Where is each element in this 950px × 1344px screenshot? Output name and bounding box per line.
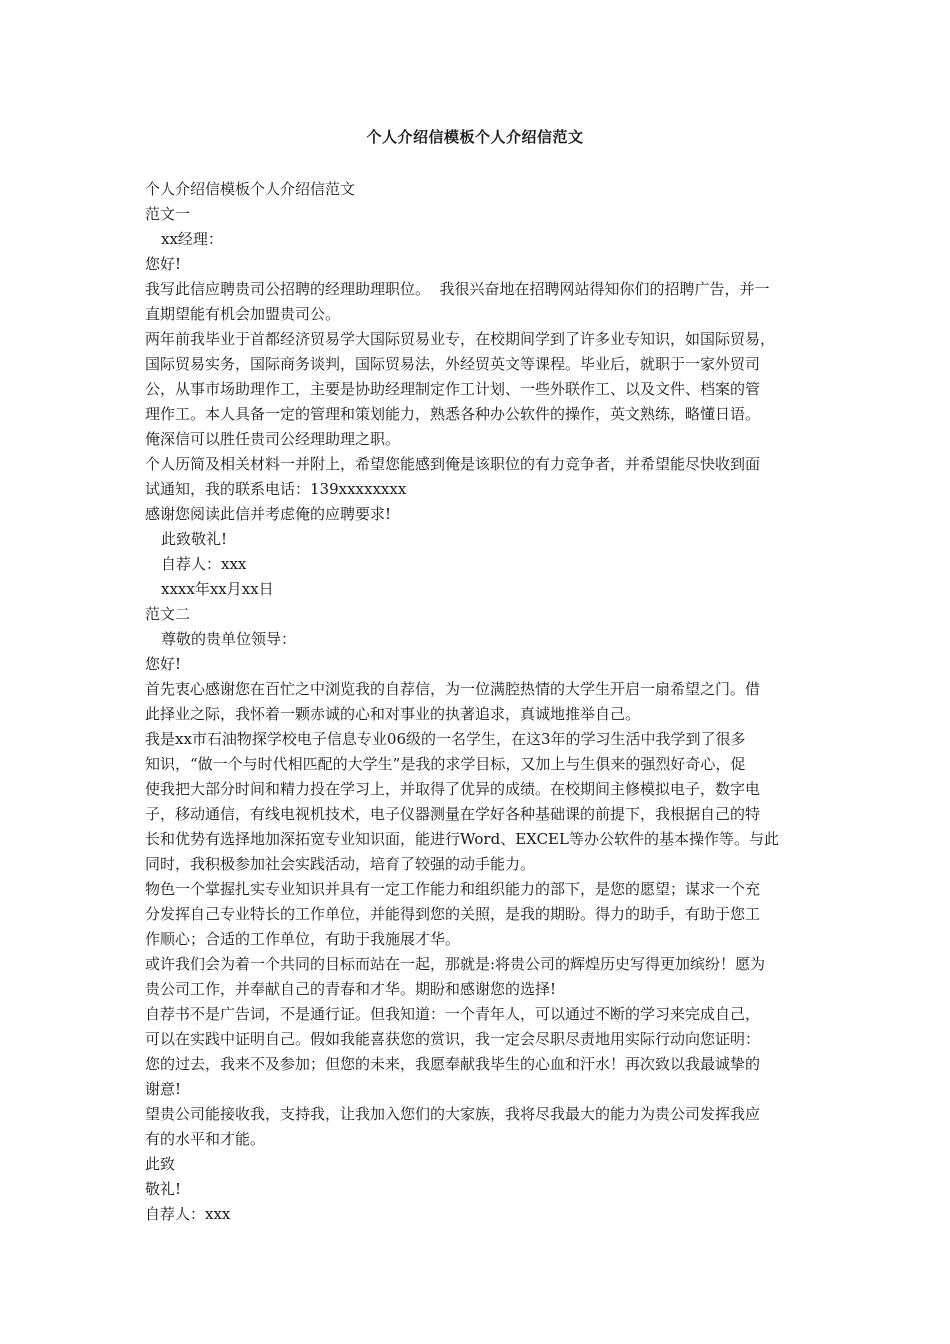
paragraph-line: 两年前我毕业于首都经济贸易学大国际贸易业专，在校期间学到了许多业专知识，如国际贸易， — [145, 330, 776, 348]
closing: 此致 — [145, 1155, 176, 1173]
paragraph-line: 同时，我积极参加社会实践活动，培育了较强的动手能力。 — [145, 855, 536, 873]
document-title: 个人介绍信模板个人介绍信范文 — [366, 128, 584, 146]
paragraph-line: 有的水平和才能。 — [145, 1130, 266, 1148]
paragraph-line: 个人历简及相关材料一并附上，希望您能感到俺是该职位的有力竞争者，并希望能尽快收到面 — [145, 455, 761, 473]
signature: 自荐人：xxx — [145, 1205, 231, 1223]
paragraph-line: 或许我们会为着一个共同的目标而站在一起，那就是:将贵公司的辉煌历史写得更加缤纷！愿为 — [145, 955, 766, 973]
paragraph-line: 我是xx市石油物探学校电子信息专业06级的一名学生，在这3年的学习生活中我学到了很多 — [145, 730, 746, 748]
document-body — [145, 177, 810, 1227]
paragraph-line: 俺深信可以胜任贵司公经理助理之职。 — [145, 430, 401, 448]
section-heading-sample-2: 范文二 — [145, 605, 191, 623]
paragraph-line: 我写此信应聘贵司公招聘的经理助理职位。 我很兴奋地在招聘网站得知你们的招聘广告，并一 — [145, 280, 770, 298]
paragraph-line: 国际贸易实务，国际商务谈判，国际贸易法，外经贸英文等课程。毕业后，就职于一家外贸司 — [145, 355, 761, 373]
greeting: 您好! — [145, 655, 182, 673]
salutation: xx经理： — [161, 230, 223, 248]
paragraph-line: 子，移动通信，有线电视机技术，电子仪器测量在学好各种基础课的前提下，我根据自己的特 — [145, 805, 761, 823]
salutation: 尊敬的贵单位领导： — [161, 630, 297, 648]
paragraph-line: 分发挥自己专业特长的工作单位，并能得到您的关照，是我的期盼。得力的助手，有助于您工 — [145, 905, 761, 923]
paragraph-line: 公，从事市场助理作工，主要是协助经理制定作工计划、一些外联作工、以及文件、档案的管 — [145, 380, 761, 398]
paragraph-line: 首先衷心感谢您在百忙之中浏览我的自荐信，为一位满腔热情的大学生开启一扇希望之门。借 — [145, 680, 761, 698]
paragraph-line: 知识，“做一个与时代相匹配的大学生”是我的求学目标，又加上与生俱来的强烈好奇心，促 — [145, 755, 746, 773]
section-heading-sample-1: 范文一 — [145, 205, 191, 223]
date: xxxx年xx月xx日 — [161, 580, 274, 598]
paragraph-line: 试通知，我的联系电话：139xxxxxxxx — [145, 480, 407, 498]
paragraph-line: 物色一个掌握扎实专业知识并具有一定工作能力和组织能力的部下，是您的愿望；谋求一个充 — [145, 880, 761, 898]
closing: 敬礼! — [145, 1180, 182, 1198]
paragraph-line: 自荐书不是广告词，不是通行证。但我知道：一个青年人，可以通过不断的学习来完成自己， — [145, 1005, 761, 1023]
paragraph-line: 望贵公司能接收我，支持我，让我加入您们的大家族，我将尽我最大的能力为贵公司发挥我应 — [145, 1105, 761, 1123]
paragraph-line: 感谢您阅读此信并考虑俺的应聘要求! — [145, 505, 392, 523]
paragraph-line: 使我把大部分时间和精力投在学习上，并取得了优异的成绩。在校期间主修模拟电子，数字电 — [145, 780, 761, 798]
greeting: 您好! — [145, 255, 182, 273]
paragraph-line: 贵公司工作，并奉献自己的青春和才华。期盼和感谢您的选择! — [145, 980, 557, 998]
paragraph-line: 可以在实践中证明自己。假如我能喜获您的赏识，我一定会尽职尽责地用实际行动向您证明： — [145, 1030, 761, 1048]
paragraph-line: 谢意! — [145, 1080, 182, 1098]
paragraph-line: 理作工。本人具备一定的管理和策划能力，熟悉各种办公软件的操作，英文熟练，略懂日语。 — [145, 405, 761, 423]
signature: 自荐人：xxx — [161, 555, 247, 573]
closing: 此致敬礼! — [161, 530, 228, 548]
paragraph-line: 您的过去，我来不及参加；但您的未来，我愿奉献我毕生的心血和汗水！再次致以我最诚挚的 — [145, 1055, 761, 1073]
paragraph-line: 长和优势有选择地加深拓宽专业知识面，能进行Word、EXCEL等办公软件的基本操作等。与此 — [145, 830, 779, 848]
paragraph-line: 作顺心；合适的工作单位，有助于我施展才华。 — [145, 930, 461, 948]
paragraph-line: 直期望能有机会加盟贵司公。 — [145, 305, 341, 323]
paragraph-line: 此择业之际，我怀着一颗赤诚的心和对事业的执著追求，真诚地推举自己。 — [145, 705, 641, 723]
body-heading: 个人介绍信模板个人介绍信范文 — [145, 180, 356, 198]
